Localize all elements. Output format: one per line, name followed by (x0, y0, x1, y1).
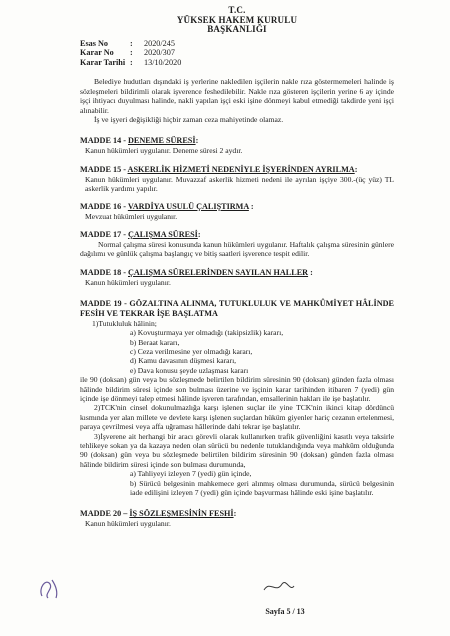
article-18 (80, 268, 394, 287)
article-title: MADDE 16 - VARDİYA USULÜ ÇALIŞTIRMA : (80, 201, 254, 211)
meta-value: 2020/307 (144, 48, 175, 58)
article-title: MADDE 15 - ASKERLİK HİZMETİ NEDENİYLE İŞYERİNDEN AYRILMA: (80, 164, 358, 174)
article-20 (80, 509, 394, 528)
list-item: c) Ceza verilmesine yer olmadığı kararı, (130, 346, 253, 356)
meta-colon: : (130, 57, 133, 67)
article-title: MADDE 19 - GÖZALTINA ALINMA, TUTUKLULUK VE MAHKÛMİYET HÂLİNDE FESİH VE TEKRAR İŞE BAŞLATMA (80, 298, 394, 318)
article-14 (80, 136, 394, 155)
article-17 (80, 230, 394, 258)
article-title: MADDE 17 - ÇALIŞMA SÜRESİ: (80, 230, 201, 240)
meta-row-tarih (80, 58, 394, 68)
article-19 (80, 299, 394, 498)
article-title: MADDE 20 – İŞ SÖZLEŞMESİNİN FESHİ: (80, 509, 237, 519)
article-paragraph: 2)TCK'nin cinsel dokunulmazlığa karşı işlenen suçlar ile yine TCK'nin ikinci kitap dördüncü kısmında yer alan millete ve devlete karşı işlenen suçlardan hüküm giyenler hariç cezanın ertelenmesi, paraya çevrilmesi veya affa uğraması hâllerinde dahi tekrar işe başlatılır. (80, 403, 394, 432)
list-item: e) Dava konusu şeyde uzlaşması kararı (130, 365, 249, 375)
list-item: d) Kamu davasının düşmesi kararı, (130, 356, 237, 366)
intro-paragraph: Belediye hudutları dışındaki iş yerlerine nakledilen işçilerin nakle rıza göstermemeleri halinde iş sözleşmeleri bildirimli olarak işverence feshedilebilir. Nakle rıza gösteren işçilerin yerine 6 ay içinde işçi ihtiyacı duyulması halinde, nakli yapılan işçi eski işine dönmeyi kabul etmediği takdirde yeni işçi alınabilir. (80, 77, 394, 115)
page-footer (0, 607, 450, 616)
article-paragraph: 3)İşverene ait herhangi bir aracı görevli olarak kullanırken trafik güvenliğini kasıtlı veya taksirle tehlikeye sokan ya da kazaya neden olan sürücü bu nedenle tutuklandığında veya mahkûm olduğunda 90 (doksan) gün veya bu sözleşmede belirtilen bildirim süresinin 90 (doksan) günden fazla olması hâlinde bildirim süresi içinde son bulması durumunda, (80, 431, 394, 469)
meta-key: Karar Tarihi (80, 57, 126, 67)
article-body: Normal çalışma süresi konusunda kanun hükümleri uygulanır. Haftalık çalışma süresinin günlere dağılımı ve günlük çalışma başlangıç ve bitiş saatleri işverence tespit edilir. (80, 240, 394, 259)
article-body: Kanun hükümleri uygulanır. Muvazzaf askerlik hizmeti nedeni ile ayrılan işçiye 300.-(üç yüz) TL askerlik yardımı yapılır. (85, 174, 394, 193)
signature-mark-icon (262, 578, 296, 596)
article-paragraph: ile 90 (doksan) gün veya bu sözleşmede belirtilen bildirim süresinin 90 (doksan) günden fazla olması hâlinde bildirim süresi içinde son bulması üzerine ve işçinin karar tarihinden itibaren 7 (yedi) gün içinde işe dönmeyi talep etmesi hâlinde işveren tarafından, emsallerinin hakları ile işe başlatılır. (80, 375, 394, 403)
list-item: b) Beraat kararı, (130, 337, 180, 347)
article-body: Kanun hükümleri uygulanır. Deneme süresi 2 aydır. (85, 146, 243, 156)
meta-row-karar (80, 48, 394, 58)
article-19-sublist (80, 469, 394, 497)
article-title: MADDE 14 - DENEME SÜRESİ: (80, 136, 199, 146)
meta-value: 2020/245 (144, 38, 175, 48)
header-office: BAŞKANLIĞI (207, 24, 267, 34)
intro-paragraph: İş ve işyeri değişikliği hiçbir zaman ceza mahiyetinde olamaz. (94, 114, 284, 124)
list-item: a) Tahliyeyi izleyen 7 (yedi) gün içinde, (130, 469, 252, 479)
meta-key: Karar No (80, 48, 114, 58)
meta-row-esas (80, 39, 394, 49)
handwritten-initial-icon (36, 574, 66, 602)
document-header (80, 6, 394, 35)
meta-colon: : (130, 48, 133, 58)
article-body: Kanun hükümleri uygulanır. (85, 277, 171, 287)
page-number: Sayfa 5 / 13 (265, 607, 305, 616)
article-15 (80, 165, 394, 193)
list-item: a) Kovuşturmaya yer olmadığı (takipsizlik) kararı, (130, 328, 284, 338)
header-tc: T.C. (228, 5, 246, 15)
article-body: Kanun hükümleri uygulanır. (85, 519, 171, 529)
meta-colon: : (130, 38, 133, 48)
meta-key: Esas No (80, 38, 108, 48)
case-metadata (80, 39, 394, 68)
intro-text (80, 77, 394, 124)
header-institution: YÜKSEK HAKEM KURULU (176, 14, 298, 25)
article-title: MADDE 18 - ÇALIŞMA SÜRELERİNDEN SAYILAN HALLER : (80, 267, 313, 277)
meta-value: 13/10/2020 (144, 57, 182, 67)
list-item: 1)Tutukluluk hâlinin; (92, 318, 157, 328)
article-16 (80, 202, 394, 221)
article-body: Mevzuat hükümleri uygulanır. (85, 211, 178, 221)
article-19-list (80, 319, 394, 375)
list-item: b) Sürücü belgesinin mahkemece geri alınmış olması durumunda, sürücü belgesinin iade edilişini izleyen 7 (yedi) gün içinde başvurması hâlinde eski işine başlatılır. (130, 478, 394, 498)
